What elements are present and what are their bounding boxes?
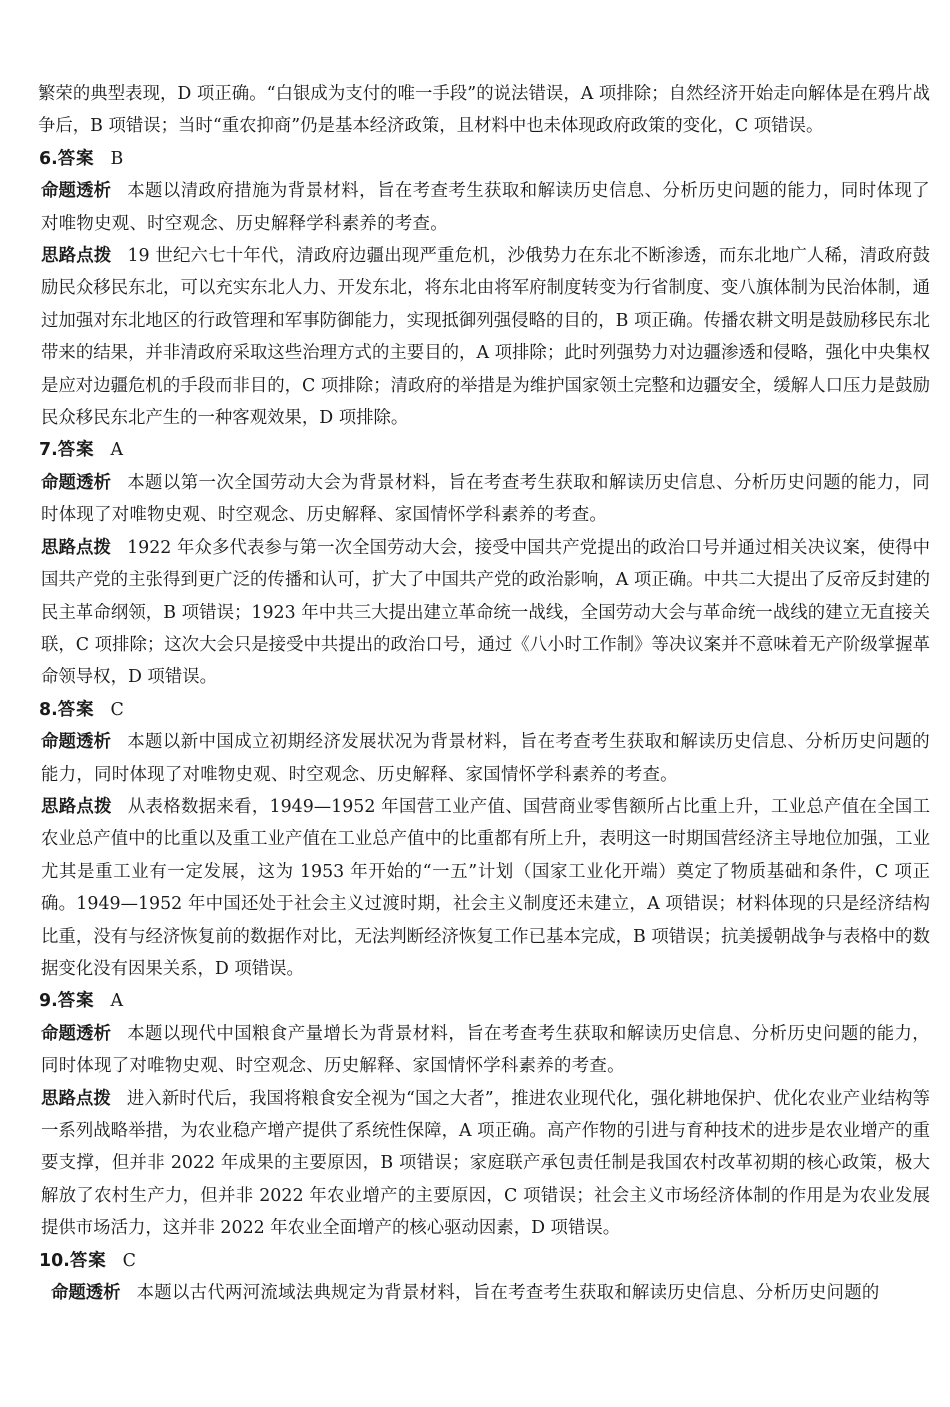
answer-label: 答案 — [57, 699, 95, 720]
reasoning-text: 19 世纪六七十年代，清政府边疆出现严重危机，沙俄势力在东北不断渗透，而东北地广人稀，清政府鼓励民众移民东北，可以充实东北人力、开发东北，将东北由将军府制度转变为行省制度、变八旗体制为民治体制，通过加强对东北地区的行政管理和军事防御能力，实现抵御列强侵略的目的，B 项正确。传播农耕文明是鼓励移民东北带来的结果，并非清政府采取这些治理方式的主要目的，A 项排除；此时列强势力对边疆渗透和侵略，强化中央集权是应对边疆危机的手段而非目的，C 项排除；清政府的举措是为维护国家领土完整和边疆安全，缓解人口压力是鼓励民众移民东北产生的一种客观效果，D 项排除。 — [41, 246, 930, 429]
reasoning-label: 思路点拨 — [41, 246, 112, 267]
question-block — [39, 434, 930, 693]
reasoning-text: 进入新时代后，我国将粮食安全视为“国之大者”，推进农业现代化，强化耕地保护、优化农业产业结构等一系列战略举措，为农业稳产增产提供了系统性保障，A 项正确。高产作物的引进与育种技术的进步是农业增产的重要支撑，但并非 2022 年成果的主要原因，B 项错误；家庭联产承包责任制是我国农村改革初期的核心政策，极大解放了农村生产力，但并非 2022 年农业增产的主要原因，C 项错误；社会主义市场经济体制的作用是为农业发展提供市场活力，这并非 2022 年农业全面增产的核心驱动因素，D 项错误。 — [41, 1088, 930, 1239]
analysis-label: 命题透析 — [51, 1283, 121, 1304]
reasoning-paragraph — [39, 532, 930, 694]
answer-label: 答案 — [57, 148, 95, 169]
analysis-label: 命题透析 — [41, 1023, 112, 1044]
answer-value: B — [110, 148, 124, 169]
answer-value: A — [110, 440, 124, 461]
answer-label: 答案 — [57, 440, 95, 461]
analysis-label: 命题透析 — [41, 181, 112, 202]
answer-line — [39, 434, 930, 466]
reasoning-label: 思路点拨 — [41, 796, 112, 817]
answer-line — [39, 694, 930, 726]
answer-value: A — [110, 991, 124, 1012]
answer-line — [39, 1245, 930, 1277]
analysis-text: 本题以清政府措施为背景材料，旨在考查考生获取和解读历史信息、分析历史问题的能力，同时体现了对唯物史观、时空观念、历史解释学科素养的考查。 — [41, 181, 930, 234]
question-block — [39, 694, 930, 986]
question-block — [39, 1245, 930, 1310]
analysis-text: 本题以现代中国粮食产量增长为背景材料，旨在考查考生获取和解读历史信息、分析历史问题的能力，同时体现了对唯物史观、时空观念、历史解释、家国情怀学科素养的考查。 — [41, 1023, 930, 1077]
question-list — [38, 143, 930, 1310]
question-number: 7. — [39, 440, 58, 461]
reasoning-paragraph — [39, 240, 930, 434]
question-block — [39, 985, 930, 1244]
answer-label: 答案 — [69, 1250, 107, 1271]
answer-label: 答案 — [57, 991, 95, 1012]
analysis-text: 本题以新中国成立初期经济发展状况为背景材料，旨在考查考生获取和解读历史信息、分析历史问题的能力，同时体现了对唯物史观、时空观念、历史解释、家国情怀学科素养的考查。 — [41, 732, 930, 785]
question-number: 6. — [39, 148, 58, 169]
analysis-paragraph — [39, 1018, 930, 1083]
answer-line — [39, 143, 930, 175]
reasoning-paragraph — [39, 1083, 930, 1245]
analysis-label: 命题透析 — [41, 732, 112, 753]
analysis-paragraph — [39, 175, 930, 240]
analysis-text: 本题以古代两河流域法典规定为背景材料，旨在考查考生获取和解读历史信息、分析历史问题的 — [136, 1283, 880, 1304]
analysis-text: 本题以第一次全国劳动大会为背景材料，旨在考查考生获取和解读历史信息、分析历史问题的能力，同时体现了对唯物史观、时空观念、历史解释、家国情怀学科素养的考查。 — [41, 472, 930, 526]
question-block — [39, 143, 930, 435]
analysis-paragraph — [39, 1277, 930, 1309]
answer-value: C — [110, 699, 124, 720]
answer-line — [39, 985, 930, 1017]
question-number: 10. — [39, 1250, 70, 1271]
reasoning-label: 思路点拨 — [41, 1088, 111, 1109]
reasoning-paragraph — [39, 791, 930, 985]
question-number: 8. — [39, 699, 58, 720]
reasoning-text: 从表格数据来看，1949—1952 年国营工业产值、国营商业零售额所占比重上升，工业总产值在全国工农业总产值中的比重以及重工业产值在工业总产值中的比重都有所上升，表明这一时期国营经济主导地位加强，工业尤其是重工业有一定发展，这为 1953 年开始的“一五”计划（国家工业化开端）奠定了物质基础和条件，C 项正确。1949—1952 年中国还处于社会主义过渡时期，社会主义制度还未建立，A 项错误；材料体现的只是经济结构比重，没有与经济恢复前的数据作对比，无法判断经济恢复工作已基本完成，B 项错误；抗美援朝战争与表格中的数据变化没有因果关系，D 项错误。 — [41, 796, 930, 979]
reasoning-label: 思路点拨 — [41, 537, 112, 558]
answer-key-page — [38, 78, 930, 1309]
analysis-paragraph — [39, 726, 930, 791]
answer-value: C — [122, 1250, 136, 1271]
intro-paragraph: 繁荣的典型表现，D 项正确。“白银成为支付的唯一手段”的说法错误，A 项排除；自然经济开始走向解体是在鸦片战争后，B 项错误；当时“重农抑商”仍是基本经济政策，且材料中也未体现政府政策的变化，C 项错误。 — [38, 84, 930, 137]
analysis-label: 命题透析 — [41, 472, 112, 493]
reasoning-text: 1922 年众多代表参与第一次全国劳动大会，接受中国共产党提出的政治口号并通过相关决议案，使得中国共产党的主张得到更广泛的传播和认可，扩大了中国共产党的政治影响，A 项正确。中共二大提出了反帝反封建的民主革命纲领，B 项错误；1923 年中共三大提出建立革命统一战线，全国劳动大会与革命统一战线的建立无直接关联，C 项排除；这次大会只是接受中共提出的政治口号，通过《八小时工作制》等决议案并不意味着无产阶级掌握革命领导权，D 项错误。 — [41, 537, 930, 688]
analysis-paragraph — [39, 467, 930, 532]
question-number: 9. — [39, 991, 58, 1012]
